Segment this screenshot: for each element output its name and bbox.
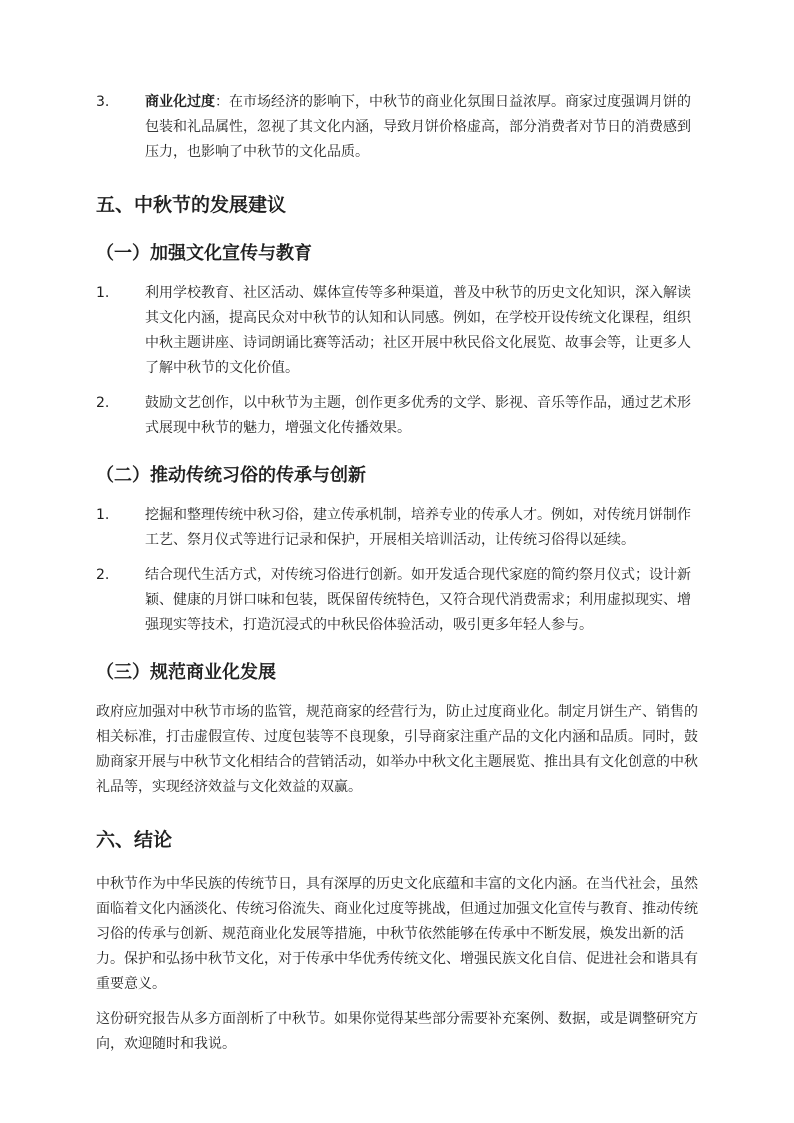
list-number: 2. xyxy=(96,567,110,583)
list-number: 3. xyxy=(96,94,110,110)
paragraph: 中秋节作为中华民族的传统节日，具有深厚的历史文化底蕴和丰富的文化内涵。在当代社会，虽然面临着文化内涵淡化、传统习俗流失、商业化过度等挑战，但通过加强文化宣传与教育、推动传统习俗的传承与创新、规范商业化发展等措施，中秋节依然能够在传承中不断发展，焕发出新的活力。保护和弘扬中秋节文化，对于传承中华优秀传统文化、增强民族文化自信、促进社会和谐具有重要意义。 xyxy=(96,876,698,992)
list-text-body: ：在市场经济的影响下，中秋节的商业化氛围日益浓厚。商家过度强调月饼的包装和礼品属性，忽视了其文化内涵，导致月饼价格虚高，部分消费者对节日的消费感到压力，也影响了中秋节的文化品质。 xyxy=(145,94,691,160)
paragraph: 这份研究报告从多方面剖析了中秋节。如果你觉得某些部分需要补充案例、数据，或是调整研究方向，欢迎随时和我说。 xyxy=(96,1011,698,1052)
section-heading-6: 六、结论 xyxy=(96,829,173,851)
section-heading-5: 五、中秋节的发展建议 xyxy=(96,194,287,216)
paragraph: 政府应加强对中秋节市场的监管，规范商家的经营行为，防止过度商业化。制定月饼生产、销售的相关标准，打击虚假宣传、过度包装等不良现象，引导商家注重产品的文化内涵和品质。同时，鼓励商家开展与中秋节文化相结合的营销活动，如举办中秋文化主题展览、推出具有文化创意的中秋礼品等，实现经济效益与文化效益的双赢。 xyxy=(96,704,698,795)
list-text: 利用学校教育、社区活动、媒体宣传等多种渠道，普及中秋节的历史文化知识，深入解读其文化内涵，提高民众对中秋节的认知和认同感。例如，在学校开设传统文化课程，组织中秋主题讲座、诗词朗诵比赛等活动；社区开展中秋民俗文化展览、故事会等，让更多人了解中秋节的文化价值。 xyxy=(145,285,691,376)
bold-label: 商业化过度 xyxy=(145,94,215,110)
list-text: 挖掘和整理传统中秋习俗，建立传承机制，培养专业的传承人才。例如，对传统月饼制作工艺、祭月仪式等进行记录和保护，开展相关培训活动，让传统习俗得以延续。 xyxy=(145,507,691,548)
document-page xyxy=(96,90,702,1067)
subsection-heading-1: （一）加强文化宣传与教育 xyxy=(96,243,312,264)
subsection-heading-3: （三）规范商业化发展 xyxy=(96,662,276,683)
list-text: 鼓励文艺创作，以中秋节为主题，创作更多优秀的文学、影视、音乐等作品，通过艺术形式展现中秋节的魅力，增强文化传播效果。 xyxy=(145,395,691,436)
list-item xyxy=(96,90,702,165)
list-number: 2. xyxy=(96,395,110,411)
list-text: 结合现代生活方式，对传统习俗进行创新。如开发适合现代家庭的简约祭月仪式；设计新颖、健康的月饼口味和包装，既保留传统特色，又符合现代消费需求；利用虚拟现实、增强现实等技术，打造沉浸式的中秋民俗体验活动，吸引更多年轻人参与。 xyxy=(145,567,691,633)
list-number: 1. xyxy=(96,285,110,301)
subsection-heading-2: （二）推动传统习俗的传承与创新 xyxy=(96,465,366,486)
list-item xyxy=(96,281,702,381)
list-item xyxy=(96,503,702,553)
list-item xyxy=(96,391,702,441)
list-item xyxy=(96,563,702,638)
list-text xyxy=(145,94,691,160)
list-number: 1. xyxy=(96,507,110,523)
